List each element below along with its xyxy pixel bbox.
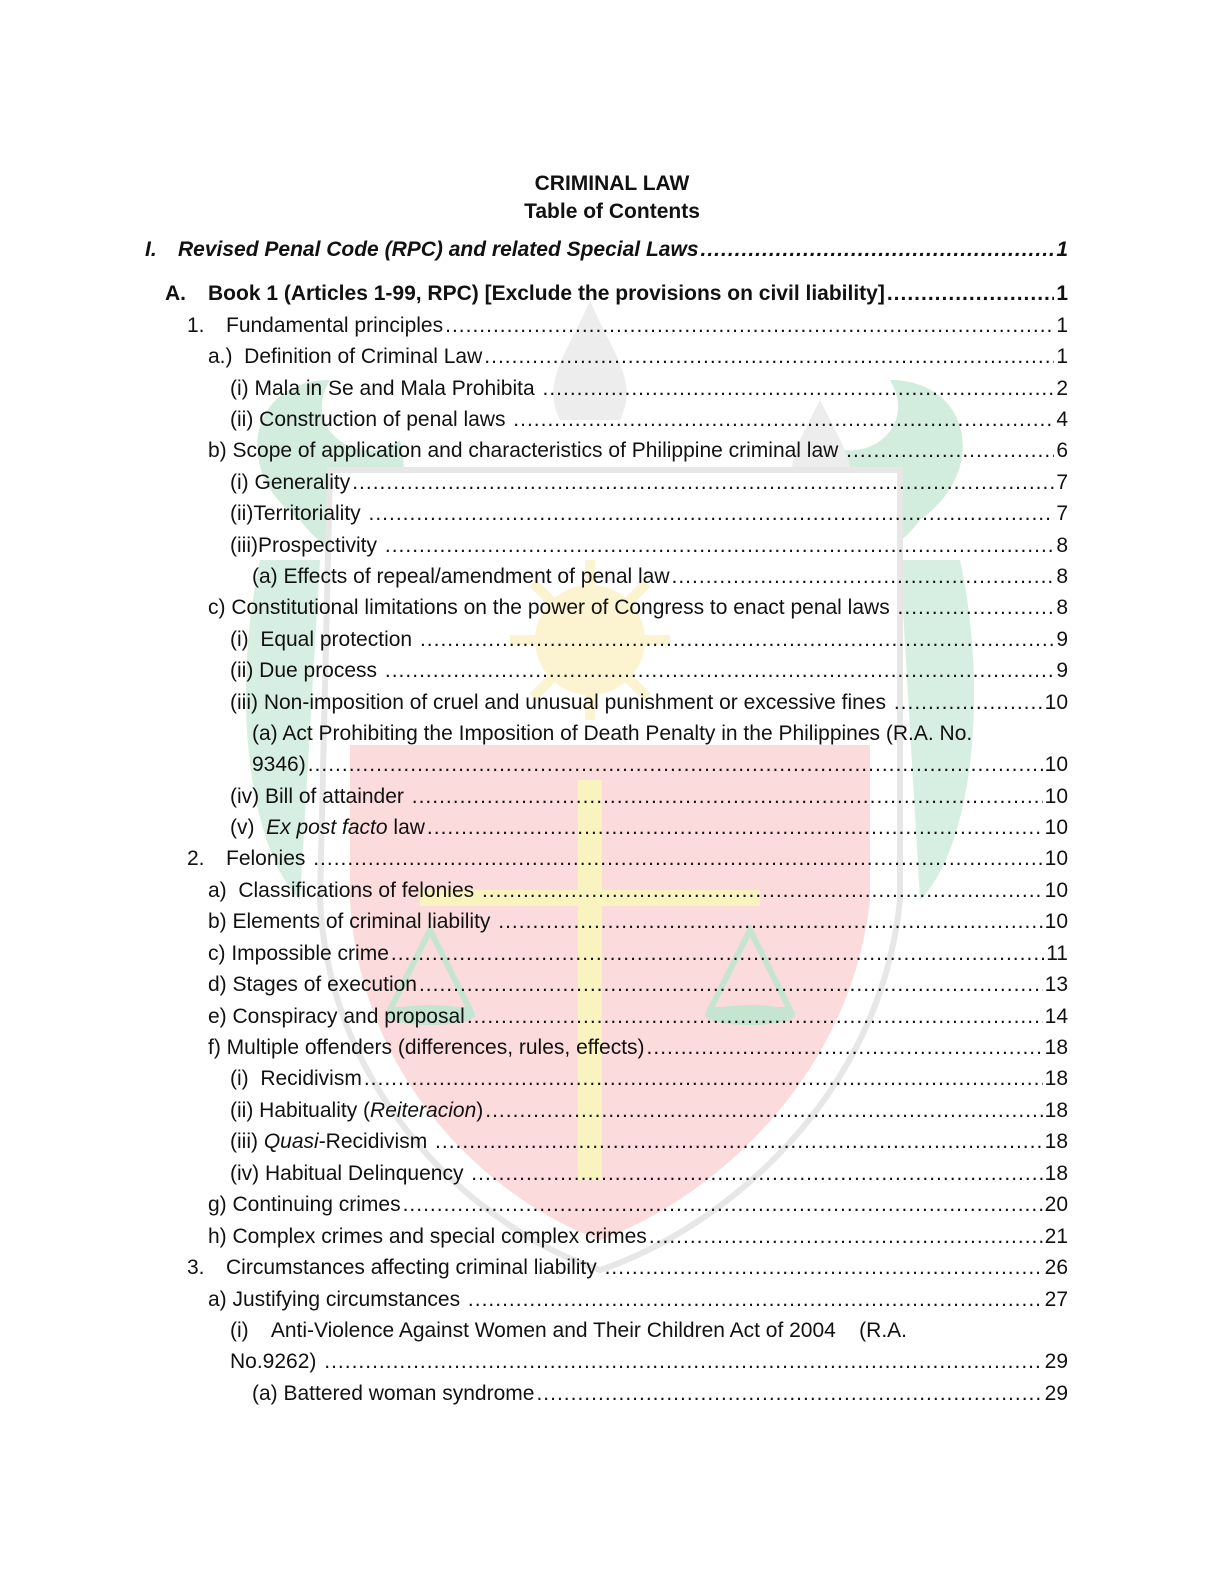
toc-entry-page: 10 — [1044, 785, 1068, 808]
toc-entry-label-text: (i) Anti-Violence Against Women and Their Children Act of 2004 (R.A. — [230, 1319, 908, 1342]
toc-entry-page: 2 — [1056, 377, 1068, 400]
toc-entry-label — [230, 690, 892, 716]
toc-entry-label-text: 9346) — [252, 753, 306, 776]
toc-entry-label — [230, 1098, 483, 1124]
toc-entry-label — [178, 237, 699, 263]
toc-entry[interactable] — [252, 752, 1068, 778]
dot-leader — [364, 1066, 1043, 1092]
toc-entry-label — [230, 533, 383, 559]
toc-entry-label — [230, 1349, 322, 1375]
toc-entry-label-text: (i) Generality — [230, 471, 351, 494]
dot-leader — [898, 595, 1055, 621]
toc-entry-page: 27 — [1044, 1288, 1068, 1311]
toc-entry[interactable] — [208, 972, 1068, 998]
toc-entry-page: 29 — [1044, 1350, 1068, 1373]
toc-entry[interactable] — [252, 1381, 1068, 1407]
dot-leader — [369, 501, 1055, 527]
toc-entry-label — [252, 564, 670, 590]
dot-leader — [403, 1192, 1043, 1218]
toc-entry-page: 9 — [1056, 628, 1068, 651]
dot-leader — [887, 281, 1054, 307]
toc-entry-label-text: Revised Penal Code (RPC) and related Special Laws — [178, 238, 699, 261]
dot-leader — [536, 1381, 1042, 1407]
toc-entry-label-text: -Recidivism — [318, 1130, 434, 1153]
toc-entry[interactable] — [230, 470, 1068, 496]
dot-leader — [467, 1004, 1043, 1030]
dot-leader — [427, 815, 1043, 841]
toc-entry-label-text: (iii) — [230, 1130, 264, 1153]
document-subtitle: Table of Contents — [524, 200, 700, 223]
dot-leader — [313, 846, 1042, 872]
toc-entry-label — [208, 1035, 645, 1061]
toc-entry-label-text: Circumstances affecting criminal liability — [226, 1256, 603, 1279]
toc-entry-label-text: Book 1 (Articles 1-99, RPC) [Exclude the provisions on civil liability] — [208, 282, 885, 305]
dot-leader — [435, 1129, 1043, 1155]
toc-entry-number: I. — [145, 238, 157, 261]
dot-leader — [482, 878, 1043, 904]
toc-entry-label-text: (a) Battered woman syndrome — [252, 1382, 535, 1405]
toc-entry[interactable] — [230, 501, 1068, 527]
dot-leader — [419, 972, 1043, 998]
toc-entry-label — [252, 752, 306, 778]
dot-leader — [385, 533, 1054, 559]
dot-leader — [468, 1287, 1043, 1313]
toc-entry-page: 9 — [1056, 659, 1068, 682]
toc-entry-page: 7 — [1056, 502, 1068, 525]
toc-entry-label — [230, 658, 383, 684]
toc-entry-label — [208, 1224, 647, 1250]
toc-entry-label-text: (v) — [230, 816, 267, 839]
toc-entry-page: 18 — [1044, 1162, 1068, 1185]
toc-entry-label-italic: Quasi — [263, 1130, 319, 1153]
dot-leader — [391, 941, 1044, 967]
toc-entry-label — [230, 627, 418, 653]
dot-leader — [352, 470, 1054, 496]
toc-entry-label — [230, 376, 540, 402]
dot-leader — [498, 909, 1042, 935]
toc-entry-page: 20 — [1044, 1193, 1068, 1216]
toc-entry-label-italic: Reiteracion — [370, 1099, 477, 1122]
toc-entry-label-text: (iii) Non-imposition of cruel and unusual punishment or excessive fines — [230, 691, 892, 714]
toc-entry-page: 6 — [1056, 439, 1068, 462]
toc-entry-label-text: a) Classifications of felonies — [208, 879, 480, 902]
toc-entry-label-text: b) Elements of criminal liability — [208, 910, 497, 933]
toc-entry[interactable] — [208, 1004, 1068, 1030]
toc-entry-page: 8 — [1056, 565, 1068, 588]
toc-entry[interactable] — [230, 690, 1068, 716]
toc-entry-label — [230, 815, 425, 841]
toc-entry-label — [208, 909, 496, 935]
toc-entry[interactable] — [252, 564, 1068, 590]
toc-entry-page: 10 — [1044, 691, 1068, 714]
toc-entry-label — [230, 784, 410, 810]
toc-entry-label-text: (ii) Due process — [230, 659, 383, 682]
toc-entry-label — [230, 1066, 362, 1092]
dot-leader — [513, 407, 1054, 433]
toc-entry[interactable] — [230, 376, 1068, 402]
toc-entry-label — [230, 1318, 907, 1344]
toc-entry-page: 1 — [1056, 345, 1068, 368]
toc-entry[interactable] — [230, 784, 1068, 810]
toc-entry[interactable] — [208, 941, 1068, 967]
dot-leader — [385, 658, 1054, 684]
toc-entry-page: 10 — [1044, 847, 1068, 870]
toc-entry-label-text: c) Constitutional limitations on the power of Congress to enact penal laws — [208, 596, 896, 619]
toc-entry-page: 7 — [1056, 471, 1068, 494]
toc-entry-page: 11 — [1046, 942, 1068, 965]
toc-entry-label — [226, 313, 443, 339]
toc-entry[interactable] — [187, 846, 1068, 872]
toc-entry[interactable] — [230, 1129, 1068, 1155]
dot-leader — [485, 1098, 1042, 1124]
toc-entry-page: 13 — [1044, 973, 1068, 996]
toc-entry[interactable] — [230, 407, 1068, 433]
toc-entry-label-text: f) Multiple offenders (differences, rules, effects) — [208, 1036, 645, 1059]
toc-entry-page: 1 — [1056, 282, 1068, 305]
toc-entry-label-text: (ii) Habituality ( — [230, 1099, 371, 1122]
toc-entry[interactable] — [145, 237, 1068, 263]
toc-entry[interactable] — [208, 1192, 1068, 1218]
toc-entry-label — [208, 281, 885, 307]
toc-entry-page: 18 — [1044, 1130, 1068, 1153]
toc-entry[interactable] — [208, 595, 1068, 621]
toc-entry-label — [208, 941, 389, 967]
toc-entry-label — [208, 1004, 465, 1030]
toc-entry-label-text: d) Stages of execution — [208, 973, 417, 996]
toc-entry-page: 4 — [1056, 408, 1068, 431]
toc-entry-page: 1 — [1056, 238, 1068, 261]
toc-entry-label — [226, 1255, 603, 1281]
toc-entry[interactable] — [208, 878, 1068, 904]
toc-entry-label-text: (a) Effects of repeal/amendment of penal law — [252, 565, 670, 588]
document-title: CRIMINAL LAW — [534, 172, 690, 195]
toc-entry-label — [252, 721, 972, 747]
toc-entry-label-text: (ii)Territoriality — [230, 502, 367, 525]
toc-entry-page: 21 — [1044, 1225, 1068, 1248]
toc-entry-label — [208, 1287, 466, 1313]
toc-entry-label — [208, 595, 896, 621]
toc-entry[interactable] — [252, 721, 1068, 747]
dot-leader — [894, 690, 1043, 716]
dot-leader — [420, 627, 1054, 653]
toc-entry-label-text: e) Conspiracy and proposal — [208, 1005, 465, 1028]
toc-entry-page: 29 — [1044, 1382, 1068, 1405]
dot-leader — [484, 344, 1054, 370]
dot-leader — [605, 1255, 1043, 1281]
dot-leader — [445, 313, 1054, 339]
toc-entry-page: 10 — [1044, 753, 1068, 776]
dot-leader — [846, 438, 1054, 464]
toc-entry-label-text: Fundamental principles — [226, 314, 444, 337]
toc-entry-label — [208, 438, 844, 464]
toc-entry-label-text: No.9262) — [230, 1350, 323, 1373]
toc-entry[interactable] — [187, 1255, 1068, 1281]
toc-entry-label — [208, 344, 482, 370]
toc-entry-label — [230, 1129, 433, 1155]
toc-entry[interactable] — [230, 1098, 1068, 1124]
toc-entry[interactable] — [230, 815, 1068, 841]
toc-entry-label — [252, 1381, 534, 1407]
dot-leader — [308, 752, 1043, 778]
toc-entry-label — [230, 501, 367, 527]
toc-entry-page: 18 — [1044, 1036, 1068, 1059]
toc-entry[interactable] — [208, 1224, 1068, 1250]
dot-leader — [471, 1161, 1042, 1187]
toc-entry[interactable] — [208, 1035, 1068, 1061]
toc-entry-page: 10 — [1044, 910, 1068, 933]
toc-entry-label — [230, 1161, 469, 1187]
toc-entry-label — [230, 470, 350, 496]
toc-entry[interactable] — [187, 313, 1068, 339]
toc-entry-label-text: c) Impossible crime — [208, 942, 389, 965]
toc-entry-label-text: g) Continuing crimes — [208, 1193, 401, 1216]
toc-entry-label-text: (iii)Prospectivity — [230, 534, 383, 557]
toc-entry-label-text: (a) Act Prohibiting the Imposition of Death Penalty in the Philippines (R.A. No. — [252, 722, 973, 745]
toc-entry-page: 1 — [1056, 314, 1068, 337]
toc-entry-label — [226, 846, 311, 872]
toc-entry[interactable] — [230, 658, 1068, 684]
toc-entry-label-text: (i) Mala in Se and Mala Prohibita — [230, 377, 541, 400]
toc-entry-number: 2. — [187, 847, 205, 870]
toc-entry-page: 18 — [1044, 1099, 1068, 1122]
toc-entry-label — [208, 1192, 401, 1218]
toc-entry-page: 26 — [1044, 1256, 1068, 1279]
toc-entry-label-text: law — [387, 816, 425, 839]
toc-entry-number: A. — [165, 282, 186, 305]
toc-entry-label-text: (iv) Habitual Delinquency — [230, 1162, 470, 1185]
toc-entry[interactable] — [208, 909, 1068, 935]
dot-leader — [649, 1224, 1043, 1250]
toc-entry-label-text: (i) Equal protection — [230, 628, 418, 651]
toc-entry-label — [208, 878, 480, 904]
toc-entry[interactable] — [208, 344, 1068, 370]
toc-entry-page: 8 — [1056, 596, 1068, 619]
toc-entry-label-text: h) Complex crimes and special complex crimes — [208, 1225, 647, 1248]
toc-entry[interactable] — [230, 627, 1068, 653]
dot-leader — [412, 784, 1043, 810]
toc-entry-label-text: (i) Recidivism — [230, 1067, 362, 1090]
toc-entry[interactable] — [230, 1349, 1068, 1375]
toc-entry[interactable] — [230, 533, 1068, 559]
dot-leader — [701, 237, 1055, 263]
toc-entry-label — [208, 972, 417, 998]
dot-leader — [647, 1035, 1043, 1061]
toc-entry-number: 1. — [187, 314, 205, 337]
toc-entry-label — [230, 407, 511, 433]
toc-entry-label-text: a.) Definition of Criminal Law — [208, 345, 483, 368]
toc-entry[interactable] — [208, 1287, 1068, 1313]
toc-entry-number: 3. — [187, 1256, 205, 1279]
toc-entry[interactable] — [165, 281, 1068, 307]
toc-entry-label-text: b) Scope of application and characteristics of Philippine criminal law — [208, 439, 845, 462]
toc-entry-label-text: (ii) Construction of penal laws — [230, 408, 512, 431]
toc-entry-page: 18 — [1044, 1067, 1068, 1090]
toc-entry-page: 8 — [1056, 534, 1068, 557]
dot-leader — [672, 564, 1055, 590]
toc-entry-page: 10 — [1044, 816, 1068, 839]
toc-entry[interactable] — [230, 1161, 1068, 1187]
toc-entry-page: 14 — [1044, 1005, 1068, 1028]
toc-entry[interactable] — [208, 438, 1068, 464]
toc-entry-page: 10 — [1044, 879, 1068, 902]
toc-entry-label-text: ) — [476, 1099, 484, 1122]
dot-leader — [324, 1349, 1042, 1375]
dot-leader — [542, 376, 1054, 402]
toc-entry[interactable] — [230, 1318, 1068, 1344]
toc-entry-label-text: (iv) Bill of attainder — [230, 785, 410, 808]
toc-entry-label-text: a) Justifying circumstances — [208, 1288, 466, 1311]
toc-entry-label-italic: Ex post facto — [266, 816, 388, 839]
toc-entry[interactable] — [230, 1066, 1068, 1092]
toc-entry-label-text: Felonies — [226, 847, 312, 870]
